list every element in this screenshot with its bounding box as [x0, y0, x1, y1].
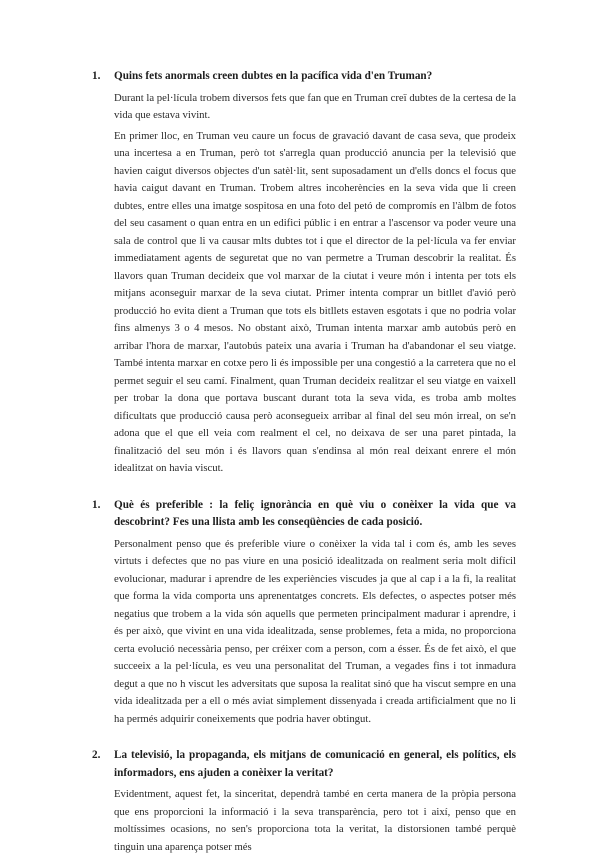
question-heading: [92, 747, 516, 782]
answer-paragraph: Evidentment, aquest fet, la sinceritat, dependrà també en certa manera de la pròpia persona que ens proporcioni la informació i la seva transparència, pero tot i així, penso que en moltíssimes ocasions, no sen's proporciona tota la veritat, la distorsionen també perquè tinguin una aparença potser més: [114, 788, 516, 853]
section-2: [92, 497, 516, 729]
question-heading: [92, 68, 516, 86]
section-3: [92, 747, 516, 856]
question-text: La televisió, la propaganda, els mitjans de comunicació en general, els polítics, els informadors, ens ajuden a conèixer la veritat?: [114, 749, 516, 779]
question-number: 1.: [92, 70, 101, 82]
question-text: Quins fets anormals creen dubtes en la pacífica vida d'en Truman?: [114, 70, 433, 82]
answer-paragraph: Personalment penso que és preferible viure o conèixer la vida tal i com és, amb les seves virtuts i defectes que no pas viure en una posició idealitzada on realment seria molt difícil evolucionar, madurar i aprendre de les experiències viscudes ja que al cap i a la fi, la realitat que forma la vida comporta uns aprenentatges concrets. Els defectes, o aspectes potser més negatius que trobem a la vida són aquells que permeten principalment madurar i aprendre, i és per això, que vivint en una vida idealitzada, sense problemes, feta a mida, no proporciona certa evolució necessària penso, per créixer com a person, com a ésser. És de fet això, el que succeeix a la pel·lícula, es veu una personalitat del Truman, a vegades fins i tot inmadura degut a que no h viscut les adversitats que suposa la realitat sinó que ha viscut sempre en una vida idealitzada per a ell o més aviat simplement dissenyada i creada artificialment que no li ha permés adquirir coneixements que podria haver obtingut.: [114, 537, 516, 725]
question-heading: [92, 497, 516, 532]
section-1: [92, 68, 516, 478]
question-number: 2.: [92, 749, 101, 761]
answer-paragraph: En primer lloc, en Truman veu caure un focus de gravació davant de casa seva, que prodeix una incertesa a en Truman, però tot s'arregla quan producció anuncia per la televisió que havien caigut diversos objectes d'un satèl·lit, sent suposadament un d'ells doncs el focus que havia caigut davant en Truman. Trobem altres incoherències en la seva vida que li creen dubtes, entre elles una imatge sospitosa en una foto del petó de compromís en l'àlbm de fotos del seu casament o quan entra en un edifici públic i en entrar a l'ascensor va poder veure una sala de control que li va causar mlts dubtes tot i que el director de la pel·lícula va fer enviar immediatament agents de seguretat que no van permetre a Truman descobrir la realitat. És llavors quan Truman decideix que vol marxar de la ciutat i veure món i intenta per tots els mitjans aconseguir marxar de la seva ciutat. Primer intenta comprar un bitllet d'avió però producció ho evita dient a Truman que tots els bitllets estaven esgotats i que no podria volar fins almenys 3 o 4 mesos. No obstant això, Truman intenta marxar amb autobús però en arribar l'hora de marxar, l'autobús pateix una avaria i Truman ha d'abandonar el seu viatge. També intenta marxar en cotxe pero li és impossible per una congestió a la carretera que no el permet seguir el seu camí. Finalment, quan Truman decideix realitzar el seu viatge en vaixell per trobar la dona que portava buscant durant tota la seva vida, es troba amb moltes dificultats que producció causa però aconsegueix arribar al final del seu món irreal, on se'n adona que el que ell veia com realment el cel, no deixava de ser una paret pintada, la finalització del seu món i és llavors quan s'endinsa al món real deixant enrere el món idealitzat on havia viscut.: [114, 129, 516, 474]
answer-paragraph: Durant la pel·lícula trobem diversos fets que fan que en Truman creï dubtes de la certesa de la vida que estava vivint.: [114, 91, 516, 121]
question-text: Què és preferible : la feliç ignorància en què viu o conèixer la vida que va descobrint? Fes una llista amb les conseqüències de cada posició.: [114, 498, 516, 528]
question-number: 1.: [92, 498, 101, 511]
